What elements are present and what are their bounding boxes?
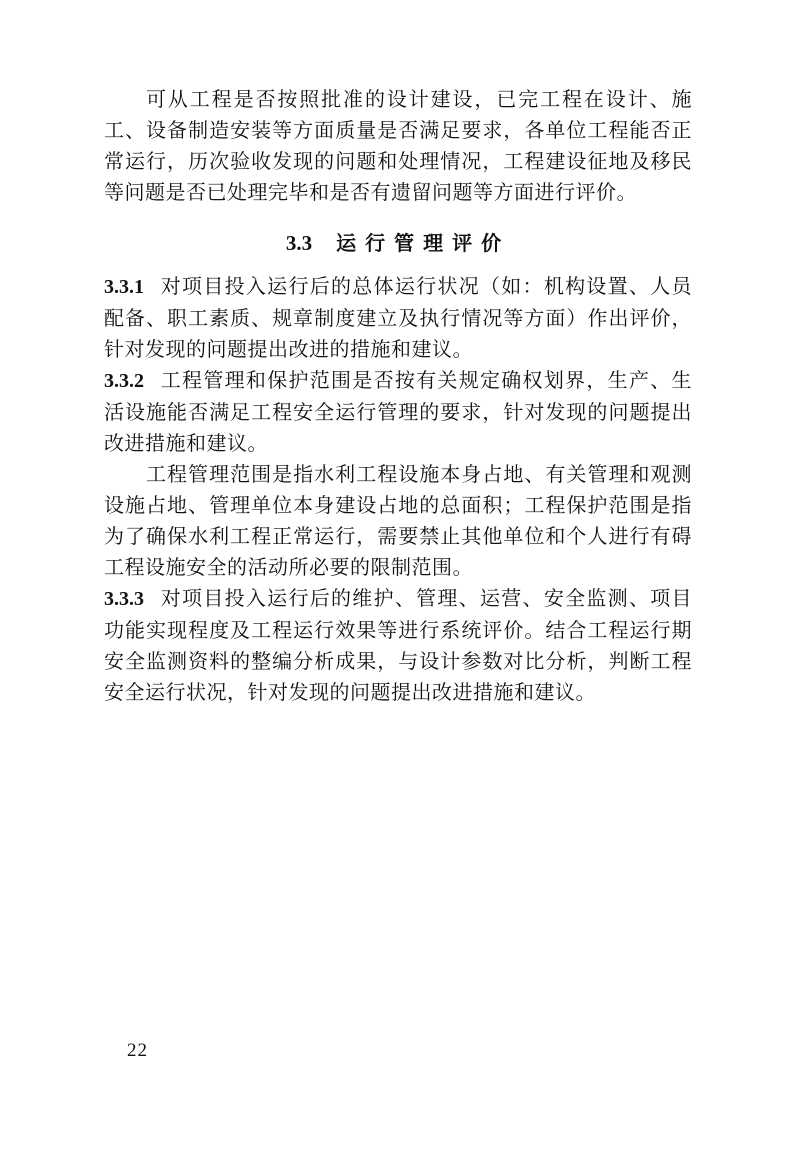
clause-3-3-1	[104, 271, 692, 365]
clause-3-3-2-note: 工程管理范围是指水利工程设施本身占地、有关管理和观测设施占地、管理单位本身建设占地的总面积；工程保护范围是指为了确保水利工程正常运行，需要禁止其他单位和个人进行有碍工程设施安全的活动所必要的限制范围。	[104, 462, 692, 579]
page-body	[104, 84, 692, 708]
clause-number: 3.3.1	[104, 276, 144, 298]
clause-number: 3.3.2	[104, 370, 144, 392]
clause-3-3-3	[104, 583, 692, 708]
clause-3-3-2	[104, 365, 692, 459]
section-heading	[104, 229, 692, 257]
section-number: 3.3	[285, 231, 313, 255]
page-number: 22	[127, 1040, 148, 1061]
clause-number: 3.3.3	[104, 588, 144, 610]
intro-paragraph: 可从工程是否按照批准的设计建设，已完工程在设计、施工、设备制造安装等方面质量是否满足要求，各单位工程能否正常运行，历次验收发现的问题和处理情况，工程建设征地及移民等问题是否已处理完毕和是否有遗留问题等方面进行评价。	[104, 87, 692, 204]
clause-text: 工程管理和保护范围是否按有关规定确权划界，生产、生活设施能否满足工程安全运行管理的要求，针对发现的问题提出改进措施和建议。	[104, 368, 692, 455]
section-title: 运行管理评价	[336, 231, 511, 255]
clause-text: 对项目投入运行后的总体运行状况（如：机构设置、人员配备、职工素质、规章制度建立及执行情况等方面）作出评价，针对发现的问题提出改进的措施和建议。	[104, 274, 692, 361]
clause-text: 对项目投入运行后的维护、管理、运营、安全监测、项目功能实现程度及工程运行效果等进行系统评价。结合工程运行期安全监测资料的整编分析成果，与设计参数对比分析，判断工程安全运行状况，针对发现的问题提出改进措施和建议。	[104, 586, 692, 704]
